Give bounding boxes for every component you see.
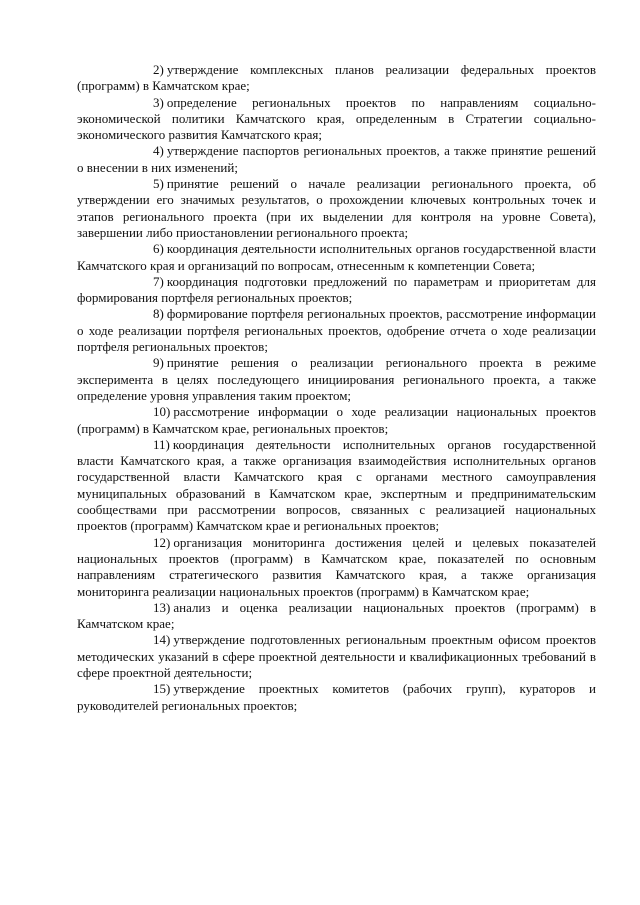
item-text: формирование портфеля региональных проектов, рассмотрение информации о ходе реализации портфеля региональных проектов, одобрение отчета о ходе реализации портфеля региональных проектов; xyxy=(77,306,596,355)
item-number: 14) xyxy=(153,632,171,648)
item-text: утверждение паспортов региональных проектов, а также принятие решений о внесении в них изменений; xyxy=(77,143,596,175)
item-text: утверждение подготовленных региональным проектным офисом проектов методических указаний в сфере проектной деятельности и квалификационных требований в сфере проектной деятельности; xyxy=(77,632,596,680)
document-body xyxy=(77,62,596,714)
item-number: 13) xyxy=(153,599,171,615)
item-number: 11) xyxy=(153,436,170,452)
list-item xyxy=(77,306,596,355)
item-text: координация подготовки предложений по параметрам и приоритетам для формирования портфеля региональных проектов; xyxy=(77,273,596,306)
item-number: 7) xyxy=(153,273,164,289)
item-text: анализ и оценка реализации национальных проектов (программ) в Камчатском крае; xyxy=(77,599,596,632)
list-item xyxy=(77,632,596,681)
item-number: 15) xyxy=(153,681,171,697)
list-item xyxy=(77,62,596,95)
list-item xyxy=(77,274,596,307)
item-text: организация мониторинга достижения целей и целевых показателей национальных проектов (программ) в Камчатском крае, показателей по основным направлениям стратегического развития Камчатского края, а также организация мониторинга реализации национальных проектов (программ) в Камчатском крае; xyxy=(77,534,596,599)
item-text: утверждение проектных комитетов (рабочих групп), кураторов и руководителей региональных проектов; xyxy=(77,681,596,713)
item-text: принятие решения о реализации регионального проекта в режиме эксперимента в целях последующего инициирования регионального проекта, а также определение уровня управления таким проектом; xyxy=(77,355,596,403)
list-item xyxy=(77,600,596,633)
list-item xyxy=(77,681,596,714)
item-number: 4) xyxy=(153,143,164,159)
list-item xyxy=(77,143,596,176)
item-number: 9) xyxy=(153,355,164,371)
list-item xyxy=(77,535,596,600)
item-number: 3) xyxy=(153,94,164,110)
list-item xyxy=(77,437,596,535)
item-text: координация деятельности исполнительных органов государственной власти Камчатского края, а также организация взаимодействия исполнительных органов государственной власти Камчатского края с органами местного самоуправления муниципальных образований в Камчатском крае, экспертным и предпринимательским сообществами при рассмотрении вопросов, связанных с реализацией национальных проектов (программ) Камчатском крае и региональных проектов; xyxy=(77,436,596,534)
list-item xyxy=(77,404,596,437)
item-text: рассмотрение информации о ходе реализации национальных проектов (программ) в Камчатском крае, региональных проектов; xyxy=(77,404,596,436)
item-number: 5) xyxy=(153,176,164,192)
item-number: 12) xyxy=(153,534,171,550)
item-text: утверждение комплексных планов реализации федеральных проектов (программ) в Камчатском крае; xyxy=(77,62,596,94)
item-text: координация деятельности исполнительных органов государственной власти Камчатского края и организаций по вопросам, отнесенным к компетенции Совета; xyxy=(77,241,596,273)
item-number: 6) xyxy=(153,241,164,257)
list-item xyxy=(77,176,596,241)
item-text: принятие решений о начале реализации регионального проекта, об утверждении его значимых результатов, о прохождении ключевых контрольных точек и этапов регионального проекта (при их выделении для контроля на уровне Совета), завершении либо приостановлении регионального проекта; xyxy=(77,176,596,240)
item-number: 2) xyxy=(153,62,164,77)
list-item xyxy=(77,95,596,144)
item-number: 8) xyxy=(153,306,164,322)
item-number: 10) xyxy=(153,404,171,420)
list-item xyxy=(77,355,596,404)
list-item xyxy=(77,241,596,274)
item-text: определение региональных проектов по направлениям социально-экономической политики Камчатского края, определенным в Стратегии социально-экономического развития Камчатского края; xyxy=(77,94,596,143)
